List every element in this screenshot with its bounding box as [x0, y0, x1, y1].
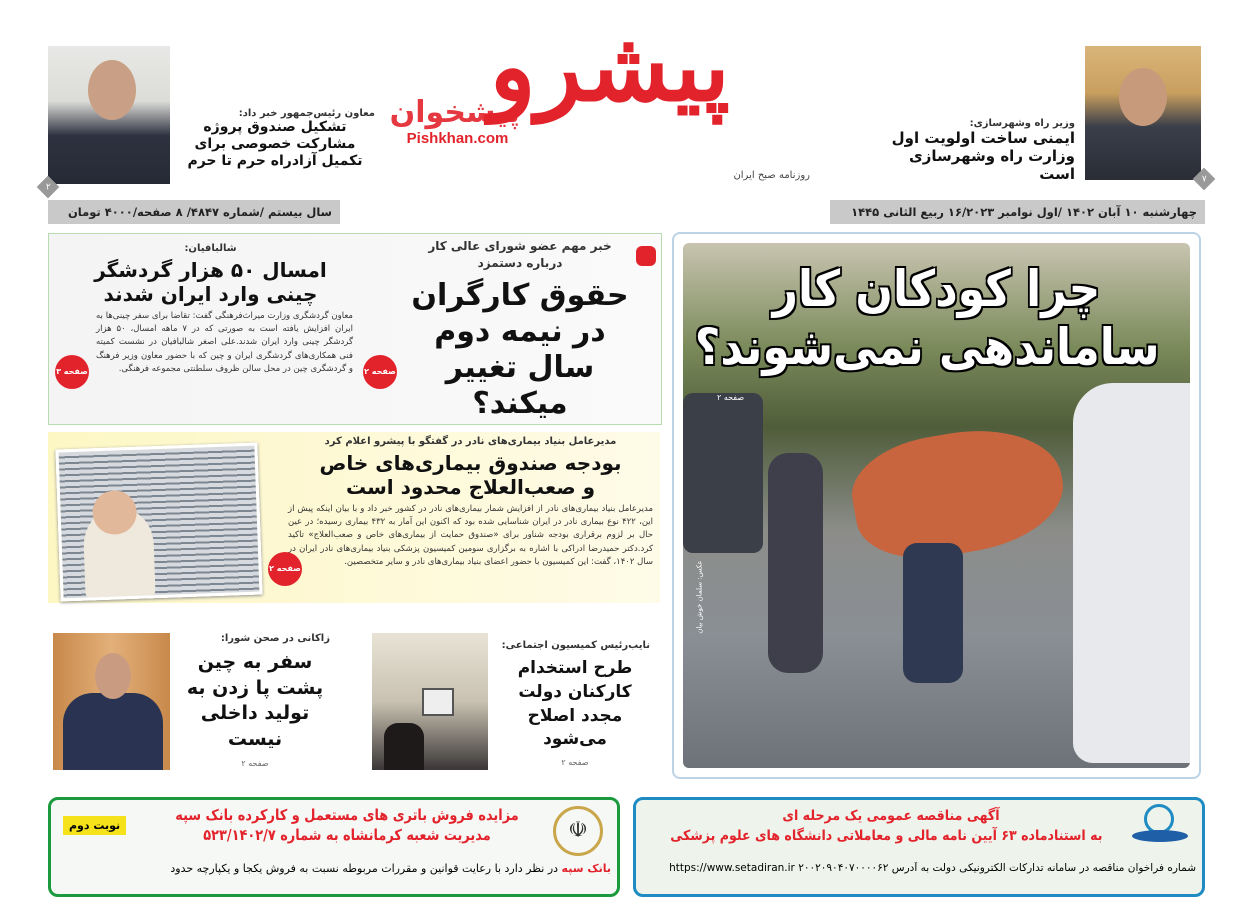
- headline: بودجه صندوق بیماری‌های خاص و صعب‌العلاج محدود است: [319, 451, 622, 499]
- ad-body: در نظر دارد با رعایت قوانین و مقررات مربوطه نسبت به فروش یکجا و یکپارچه حدود: [170, 862, 562, 875]
- photo-credit: عکس: سلمان خوش بیان: [695, 560, 704, 634]
- date-bar: چهارشنبه ۱۰ آبان ۱۴۰۲ /اول نوامبر ۱۶/۲۰۲۳ ربیع الثانی ۱۴۴۵: [830, 200, 1205, 224]
- kicker: زاکانی در صحن شورا:: [220, 633, 330, 644]
- page-dot[interactable]: صفحه ۲: [363, 355, 397, 389]
- child-laborers-photo: [683, 243, 1190, 768]
- zakani-photo: [53, 633, 170, 770]
- lead-left-article[interactable]: [175, 108, 375, 169]
- bank-name: بانک سپه: [561, 862, 611, 875]
- issue-bar: سال بیستم /شماره ۴۸۴۷/ ۸ صفحه/۴۰۰۰ تومان: [48, 200, 340, 224]
- office-workers-photo: [372, 633, 488, 770]
- main-story-frame[interactable]: [672, 232, 1201, 779]
- headline: حقوق کارگران در نیمه دوم سال تغییر میکند؟: [411, 277, 629, 421]
- tourists-article[interactable]: [68, 243, 353, 376]
- body-text: مدیرعامل بنیاد بیماری‌های نادر از افزایش شمار بیماری‌های نادر در کشور خبر داد و با بیان اینکه پیش از این، ۴۲۲ نوع بیماری نادر در ایران شناسایی شده بود که اکنون این آمار به ۴۳۲ بیماری رسیده؛ در عین حال بر لزوم برقراری بودجه شناور برای «صندوق حمایت از بیماری‌های خاص و صعب‌العلاج» تاکید کرد.دکتر حمیدرضا ادراکی با اشاره به برگزاری سومین کمیسیون پزشکی بنیاد بیماری‌های نادر ایران در سال ۱۴۰۲، گفت: این کمیسیون با حضور اعضای بنیاد بیماری‌های نادر و سایر متخصصین.: [288, 504, 654, 567]
- vice-president-photo: [48, 46, 170, 184]
- kicker: خبر مهم عضو شورای عالی کار درباره دستمزد: [428, 239, 612, 270]
- pishkhan-watermark: پیشخوان Pishkhan.com: [389, 95, 520, 147]
- headline: تشکیل صندوق پروژه مشارکت خصوصی برای تکمیل آزادراه حرم تا حرم: [187, 119, 363, 169]
- page-badge: ۲: [37, 176, 60, 199]
- page-ref: صفحه ۲: [241, 758, 269, 768]
- page-ref: صفحه ۲: [561, 758, 589, 768]
- kicker: مدیرعامل بنیاد بیماری‌های نادر در گفتگو با پیشرو اعلام کرد: [324, 436, 617, 447]
- kicker: شالبافیان:: [184, 243, 237, 254]
- headline: امسال ۵۰ هزار گردشگر چینی وارد ایران شدند: [94, 258, 327, 306]
- headline: سفر به چین پشت پا زدن به تولید داخلی نیست: [186, 651, 324, 750]
- child-window-photo: [55, 443, 262, 602]
- bank-sepah-logo: ☫: [553, 806, 603, 856]
- employment-article[interactable]: [500, 640, 650, 767]
- second-round-badge: نوبت دوم: [63, 816, 126, 835]
- bank-sepah-ad[interactable]: [48, 797, 620, 897]
- page-ref: صفحه ۲: [717, 393, 745, 402]
- ad-title: مزایده فروش باتری های مستعمل و کارکرده بانک سپه: [175, 806, 519, 824]
- page-dot[interactable]: صفحه ۲: [268, 552, 302, 586]
- main-headline-line-2: ساماندهی نمی‌شوند؟: [694, 317, 1160, 376]
- kicker: نایب‌رئیس کمیسیون اجتماعی:: [501, 640, 650, 651]
- kicker: وزیر راه وشهرسازی:: [969, 118, 1075, 129]
- wages-article[interactable]: [400, 238, 640, 422]
- body-text: معاون گردشگری وزارت میراث‌فرهنگی گفت: تقاضا برای سفر چینی‌ها به ایران افزایش یافته است به صورتی که در ۷ ماهه امسال، ۵۰ هزار گردشگر چینی وارد ایران شدند.علی اصغر شالبافیان در نشست کمیته فنی همکاری‌های گردشگری ایران و چین که با حضور معاون وزیر فرهنگ و گردشگری چین در محل سالن ظروف سلطنتی مجموعه فرهنگی.: [96, 311, 354, 374]
- minister-photo: [1085, 46, 1201, 180]
- masthead-subtitle: روزنامه صبح ایران: [733, 170, 810, 181]
- ad-body: شماره فراخوان مناقصه در سامانه تدارکات الکترونیکی دولت به آدرس https://www.setadiran.ir ۲۰۰۲۰۹۰۴۰۷۰۰۰۰۶۲: [669, 862, 1196, 874]
- ad-title: مدیریت شعبه کرمانشاه به شماره ۵۲۳/۱۴۰۲/۷: [203, 825, 491, 844]
- main-headline-line-1: چرا کودکان کار: [772, 260, 1101, 318]
- ad-title: به استنادماده ۶۳ آیین نامه مالی و معاملاتی دانشگاه های علوم پزشکی: [670, 828, 1103, 845]
- kicker: معاون رئیس‌جمهور خبر داد:: [238, 108, 375, 119]
- headline: ایمنی ساخت اولویت اول وزارت راه وشهرسازی است: [891, 129, 1075, 183]
- diseases-box[interactable]: [48, 432, 660, 603]
- page-badge: ۷: [1193, 168, 1216, 191]
- china-article[interactable]: [180, 633, 330, 768]
- masthead-logo: پیشرو: [489, 10, 730, 123]
- page-dot[interactable]: صفحه ۳: [55, 355, 89, 389]
- lead-right-article[interactable]: [880, 118, 1075, 183]
- tender-ad[interactable]: [633, 797, 1205, 897]
- headline: طرح استخدام کارکنان دولت مجدد اصلاح می‌شود: [517, 658, 633, 750]
- red-dot-icon: [636, 246, 656, 266]
- university-logo: [1130, 804, 1190, 858]
- ad-title: آگهی مناقصه عمومی یک مرحله ای: [782, 808, 1000, 824]
